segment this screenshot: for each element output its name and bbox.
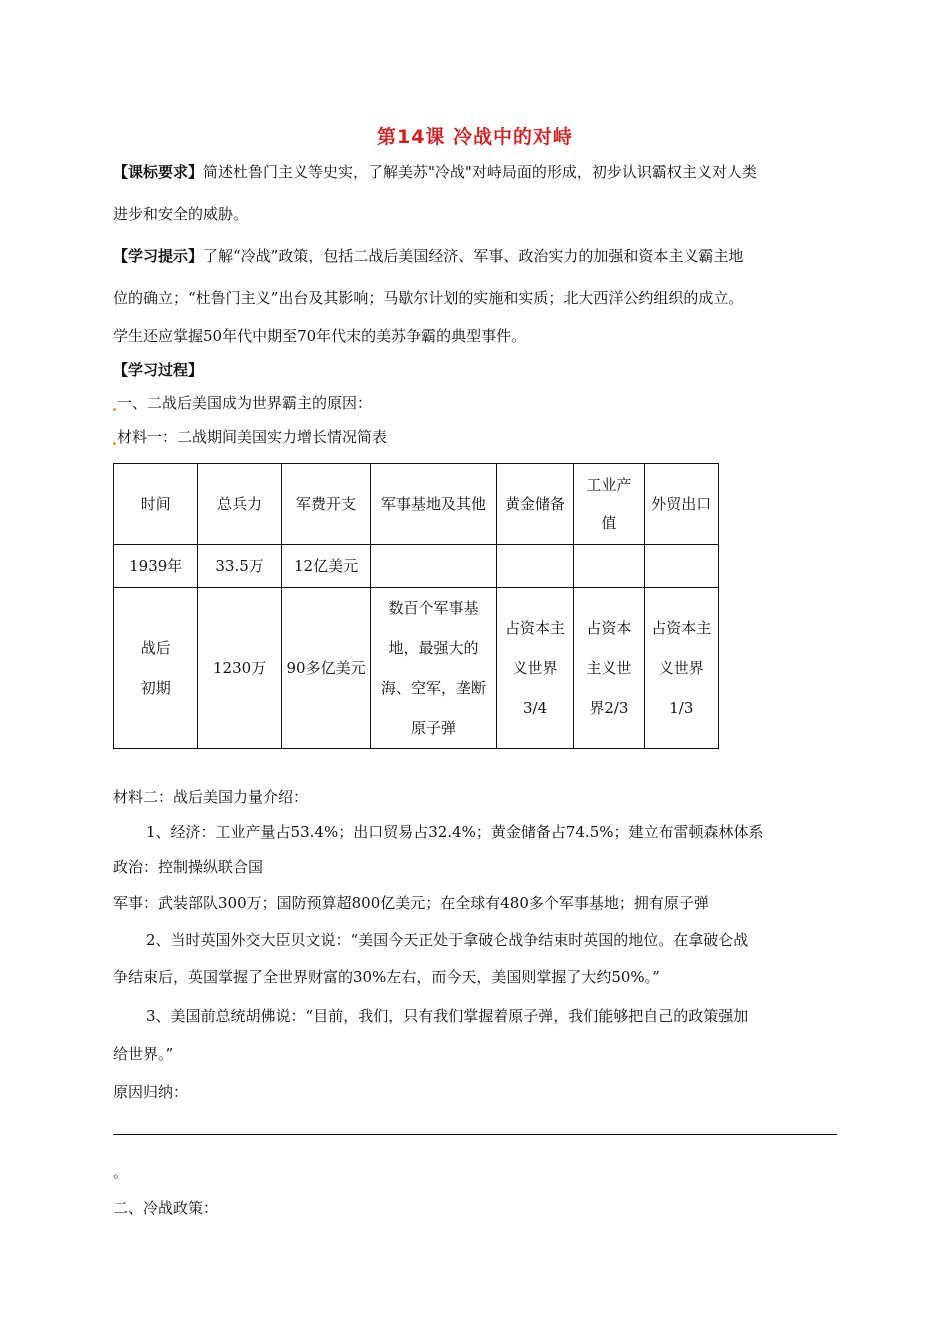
table-cell — [496, 545, 573, 588]
table-cell: 占资本主义世界3/4 — [496, 588, 573, 749]
tips-label: 【学习提示】 — [113, 247, 204, 265]
table-header-row — [114, 464, 719, 545]
table-cell — [371, 545, 497, 588]
material-1-title-text: 材料一：二战期间美国实力增长情况简表 — [117, 428, 388, 446]
table-cell: 90多亿美元 — [281, 588, 370, 749]
material-2-title: 材料二：战后美国力量介绍： — [113, 788, 309, 806]
table-header-cell: 时间 — [114, 464, 198, 545]
table-cell: 数百个军事基地，最强大的海、空军，垄断原子弹 — [371, 588, 497, 749]
table-header-cell: 军费开支 — [281, 464, 370, 545]
quote-3-line-1: 3、美国前总统胡佛说：“目前，我们，只有我们掌握着原子弹，我们能够把自己的政策强加 — [146, 1007, 749, 1025]
table-cell: 战后初期 — [114, 588, 198, 749]
tips-text-1: 了解“冷战”政策，包括二战后美国经济、军事、政治实力的加强和资本主义霸主地 — [203, 247, 744, 265]
marker-dot — [113, 442, 116, 445]
requirement-label: 【课标要求】 — [113, 163, 204, 181]
material-1-title — [113, 427, 387, 447]
requirement-text-1: 简述杜鲁门主义等史实，了解美苏"冷战"对峙局面的形成，初步认识霸权主义对人类 — [203, 163, 757, 181]
material-2-politics: 政治：控制操纵联合国 — [113, 858, 264, 876]
table-header-cell: 黄金储备 — [496, 464, 573, 545]
tips-line-2: 位的确立；“杜鲁门主义”出台及其影响；马歇尔计划的实施和实质；北大西洋公约组织的成立。 — [113, 289, 744, 307]
quote-2-line-1: 2、当时英国外交大臣贝文说：“美国今天正处于拿破仑战争结束时英国的地位。在拿破仑战 — [146, 931, 749, 949]
table-cell: 1230万 — [198, 588, 281, 749]
conclusion-label: 原因归纳： — [113, 1083, 189, 1101]
requirement-line-2: 进步和安全的威胁。 — [113, 205, 249, 223]
table-cell — [574, 545, 644, 588]
tips-line-1 — [113, 246, 743, 266]
material-2-economy: 1、经济：工业产量占53.4%；出口贸易占32.4%；黄金储备占74.5%；建立布雷顿森林体系 — [146, 823, 764, 841]
page-title: 第14课 冷战中的对峙 — [376, 126, 574, 148]
table-cell: 33.5万 — [198, 545, 281, 588]
section-2-heading: 二、冷战政策： — [113, 1199, 219, 1217]
table-header-cell: 总兵力 — [198, 464, 281, 545]
section-1-heading — [113, 393, 372, 413]
table-row — [114, 545, 719, 588]
table-cell — [644, 545, 718, 588]
answer-end-mark: 。 — [113, 1163, 129, 1181]
requirement-line-1 — [113, 162, 757, 182]
table-header-cell: 军事基地及其他 — [371, 464, 497, 545]
marker-dot — [113, 408, 116, 411]
table-cell: 占资本主义世界1/3 — [644, 588, 718, 749]
table-header-cell: 工业产值 — [574, 464, 644, 545]
answer-blank-line — [113, 1134, 837, 1135]
us-strength-table — [113, 463, 719, 749]
table-cell: 占资本主义世界2/3 — [574, 588, 644, 749]
tips-line-3: 学生还应掌握50年代中期至70年代末的美苏争霸的典型事件。 — [113, 327, 527, 345]
quote-3-line-2: 给世界。” — [113, 1045, 174, 1063]
material-2-military: 军事：武装部队300万；国防预算超800亿美元；在全球有480多个军事基地；拥有原子弹 — [113, 894, 709, 912]
quote-2-line-2: 争结束后，英国掌握了全世界财富的30%左右，而今天，美国则掌握了大约50%。” — [113, 968, 660, 986]
process-label: 【学习过程】 — [113, 361, 204, 379]
table-cell: 1939年 — [114, 545, 198, 588]
section-1-heading-text: 一、二战后美国成为世界霸主的原因： — [117, 394, 373, 412]
table-header-cell: 外贸出口 — [644, 464, 718, 545]
table-cell: 12亿美元 — [281, 545, 370, 588]
table-row — [114, 588, 719, 749]
